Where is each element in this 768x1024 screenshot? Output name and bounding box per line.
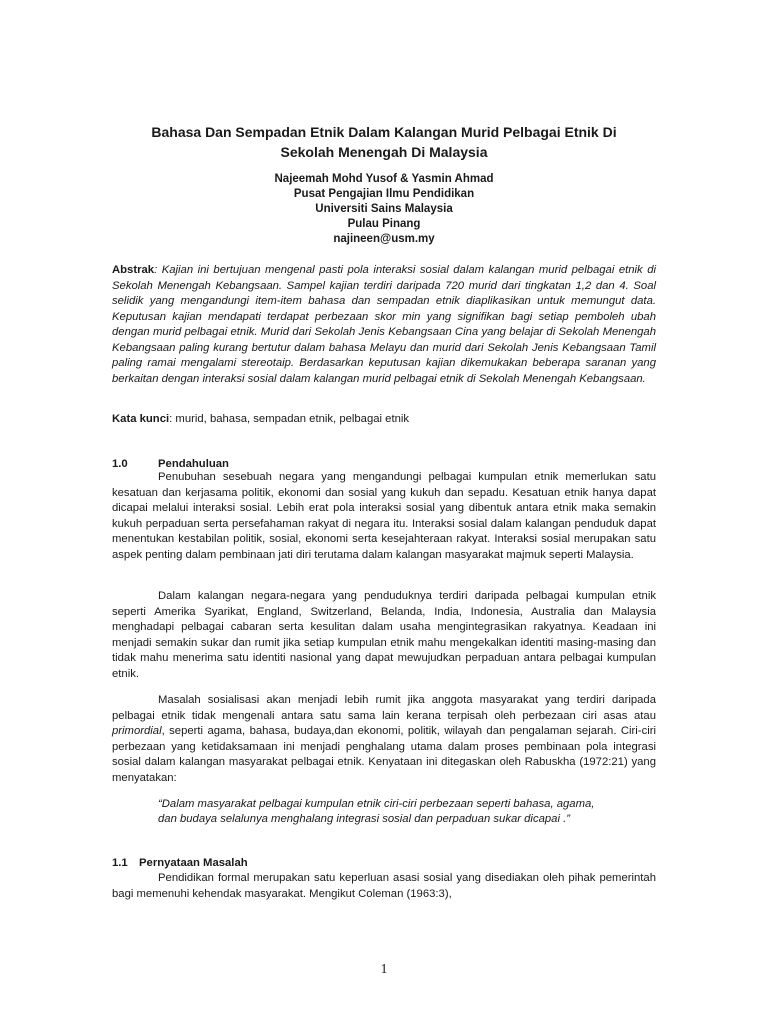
- title-line-2: Sekolah Menengah Di Malaysia: [280, 144, 488, 160]
- section-number: 1.0: [112, 458, 128, 470]
- abstract-label: Abstrak: [112, 264, 155, 276]
- keywords-text: : murid, bahasa, sempadan etnik, pelbagai etnik: [169, 413, 410, 425]
- paragraph-3-italic-term: primordial: [112, 725, 162, 737]
- keywords-label: Kata kunci: [112, 413, 170, 425]
- section-title: Pendahuluan: [158, 458, 229, 470]
- paragraph-3-part-b: , seperti agama, bahasa, budaya,dan ekonomi, politik, wilayah dan pengalaman sejarah. Ciri-ciri perbezaan yang ketidaksamaan ini menjadi penghalang utama dalam proses pembinaan pola integrasi sosial dalam kalangan masyarakat pelbagai etnik. Kenyataan ini ditegaskan oleh Rabuskha (1972:21) yang menyatakan:: [112, 725, 656, 784]
- paper-title: [112, 122, 656, 162]
- author-email: najineen@usm.my: [333, 233, 435, 245]
- page-number: 1: [380, 962, 388, 977]
- paragraph-2: Dalam kalangan negara-negara yang penduduknya terdiri daripada pelbagai kumpulan etnik seperti Amerika Syarikat, England, Switzerland, Belanda, India, Indonesia, Australia dan Malaysia menghadapi pelbagai cabaran serta kesulitan dalam usaha mengintegrasikan rakyatnya. Keadaan ini menjadi semakin sukar dan rumit jika setiap kumpulan etnik mahu mengekalkan identiti masing-masing dan tidak mahu menerima satu identiti nasional yang dapat mewujudkan perpaduan antara pelbagai kumpulan etnik.: [112, 590, 656, 680]
- block-quote: “Dalam masyarakat pelbagai kumpulan etnik ciri-ciri perbezaan seperti bahasa, agama, dan budaya selalunya menghalang integrasi sosial dan perpaduan sukar dicapai .”: [158, 798, 595, 825]
- author-names: Najeemah Mohd Yusof & Yasmin Ahmad: [274, 173, 494, 185]
- author-block: [200, 172, 568, 247]
- keywords: [112, 412, 656, 427]
- author-university: Universiti Sains Malaysia: [315, 203, 453, 215]
- abstract: [112, 263, 656, 387]
- title-line-1: Bahasa Dan Sempadan Etnik Dalam Kalangan Murid Pelbagai Etnik Di: [151, 124, 617, 140]
- author-location: Pulau Pinang: [347, 218, 421, 230]
- paragraph-4: Pendidikan formal merupakan satu keperluan asasi sosial yang disediakan oleh pihak pemerintah bagi memenuhi kehendak masyarakat. Mengikut Coleman (1963:3),: [112, 872, 656, 900]
- abstract-text: : Kajian ini bertujuan mengenal pasti pola interaksi sosial dalam kalangan murid pelbagai etnik di Sekolah Menengah Kebangsaan. Sampel kajian terdiri daripada 720 murid dari tingkatan 1,2 dan 4. Soal selidik yang mengandungi item-item bahasa dan sempadan etnik diaplikasikan untuk memungut data. Keputusan kajian mendapati terdapat perbezaan skor min yang signifikan bagi setiap pemboleh ubah dengan murid pelbagai etnik. Murid dari Sekolah Jenis Kebangsaan Cina yang belajar di Sekolah Menengah Kebangsaan paling kurang bertutur dalam bahasa Melayu dan murid dari Sekolah Jenis Kebangsaan Tamil paling ramai mengalami stereotaip. Berdasarkan keputusan kajian dikemukakan beberapa saranan yang berkaitan dengan interaksi sosial dalam kalangan murid pelbagai etnik di Sekolah Menengah Kebangsaan.: [112, 264, 656, 385]
- paragraph-1: Penubuhan sesebuah negara yang mengandungi pelbagai kumpulan etnik memerlukan satu kesatuan dan kerjasama politik, ekonomi dan sosial yang kukuh dan sepadu. Kesatuan etnik hanya dapat dicapai melalui interaksi sosial. Lebih erat pola interaksi sosial yang dibentuk antara etnik maka semakin kukuh perpaduan serta persefahaman rakyat di negara itu. Interaksi sosial dalam kalangan penduduk dapat menentukan kestabilan politik, sosial, ekonomi serta kesejahteraan rakyat. Interaksi sosial merupakan satu aspek penting dalam pembinaan jati diri terutama dalam kalangan masyarakat majmuk seperti Malaysia.: [112, 471, 656, 561]
- section-title: Pernyataan Masalah: [139, 857, 248, 869]
- author-department: Pusat Pengajian Ilmu Pendidikan: [293, 188, 475, 200]
- paragraph-3-part-a: Masalah sosialisasi akan menjadi lebih rumit jika anggota masyarakat yang terdiri daripada pelbagai etnik tidak mengenali antara satu sama lain kerana terpisah oleh perbezaan ciri asas atau: [112, 694, 656, 722]
- section-number: 1.1: [112, 857, 128, 869]
- paragraph-3: [112, 693, 656, 786]
- section-heading-problem: [112, 856, 248, 871]
